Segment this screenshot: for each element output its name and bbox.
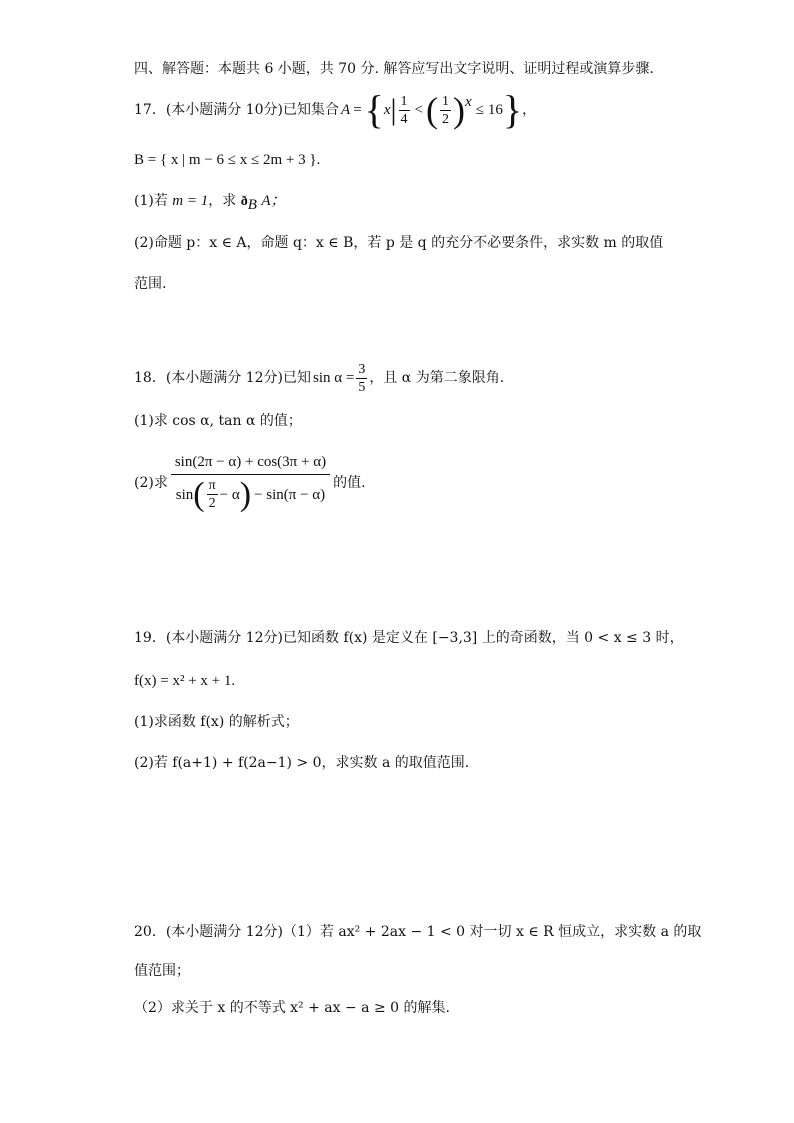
q18-header-line: 18．(本小题满分 12分)已知 sin α = $\frac{3}{5}$ ，且 α 为第二象限角. — [134, 361, 505, 395]
q18-part1: (1)求 cos α, tan α 的值； — [134, 413, 302, 429]
q20-header: 20．(本小题满分 12分)（1）若 ax² + 2ax − 1 < 0 对一切 x ∈ R 恒成立，求实数 a 的取 — [134, 924, 702, 940]
q17-set-a-name: A — [341, 102, 351, 118]
q17-half-fraction: $\frac{1}{2}$ — [442, 93, 450, 127]
q18-denominator: sin ( $\frac{\pi}{2}$ − α ) − sin(π − α) — [175, 475, 326, 513]
q17-part2: (2)命题 p：x ∈ A，命题 q：x ∈ B，若 p 是 q 的充分不必要条件，求实数 m 的取值 — [134, 235, 664, 251]
q18-header: 18．(本小题满分 12分)已知 — [134, 370, 312, 386]
q17-part2-cont: 范围. — [134, 276, 167, 292]
q18-big-fraction: sin(2π − α) + cos(3π + α) sin ( $\frac{\pi}{2}$ − α ) − sin(π − α) — [171, 454, 330, 512]
q17-quarter-fraction: $\frac{1}{4}$ — [400, 93, 408, 127]
q18-given-fraction: $\frac{3}{5}$ — [358, 361, 366, 395]
q17-header: 17．(本小题满分 10分)已知集合 — [134, 102, 340, 118]
q20-part2: （2）求关于 x 的不等式 x² + ax − a ≥ 0 的解集. — [134, 1000, 450, 1016]
q18-part2-line: (2)求 sin(2π − α) + cos(3π + α) sin ( $\frac{\pi}{2}$ − α ) − sin(π − α) 的值. — [134, 454, 366, 513]
q17-set-a-bound: 16 — [487, 102, 503, 118]
q17-header-line: 17．(本小题满分 10分)已知集合 A = { x | $\frac{1}{4}$ < ( $\frac{1}{2}$ ) x ≤ 16 } ， — [134, 87, 537, 132]
section-title: 四、解答题：本题共 6 小题，共 70 分. 解答应写出文字说明、证明过程或演算步骤. — [134, 61, 654, 77]
q18-pi-half-fraction: $\frac{\pi}{2}$ — [208, 478, 216, 511]
q19-formula: f(x) = x² + x + 1. — [134, 673, 236, 689]
q20-header-cont: 值范围； — [134, 963, 190, 979]
q17-part1: (1)若 m = 1，求 $ð_B$ A； — [134, 193, 286, 213]
q19-part2: (2)若 f(a+1) + f(2a−1) > 0，求实数 a 的取值范围. — [134, 755, 470, 771]
q19-part1: (1)求函数 f(x) 的解析式； — [134, 714, 299, 730]
q19-header: 19．(本小题满分 12分)已知函数 f(x) 是定义在 [−3,3] 上的奇函数，当 0 < x ≤ 3 时， — [134, 630, 684, 646]
q17-set-b: B = { x | m − 6 ≤ x ≤ 2m + 3 }. — [134, 152, 321, 168]
